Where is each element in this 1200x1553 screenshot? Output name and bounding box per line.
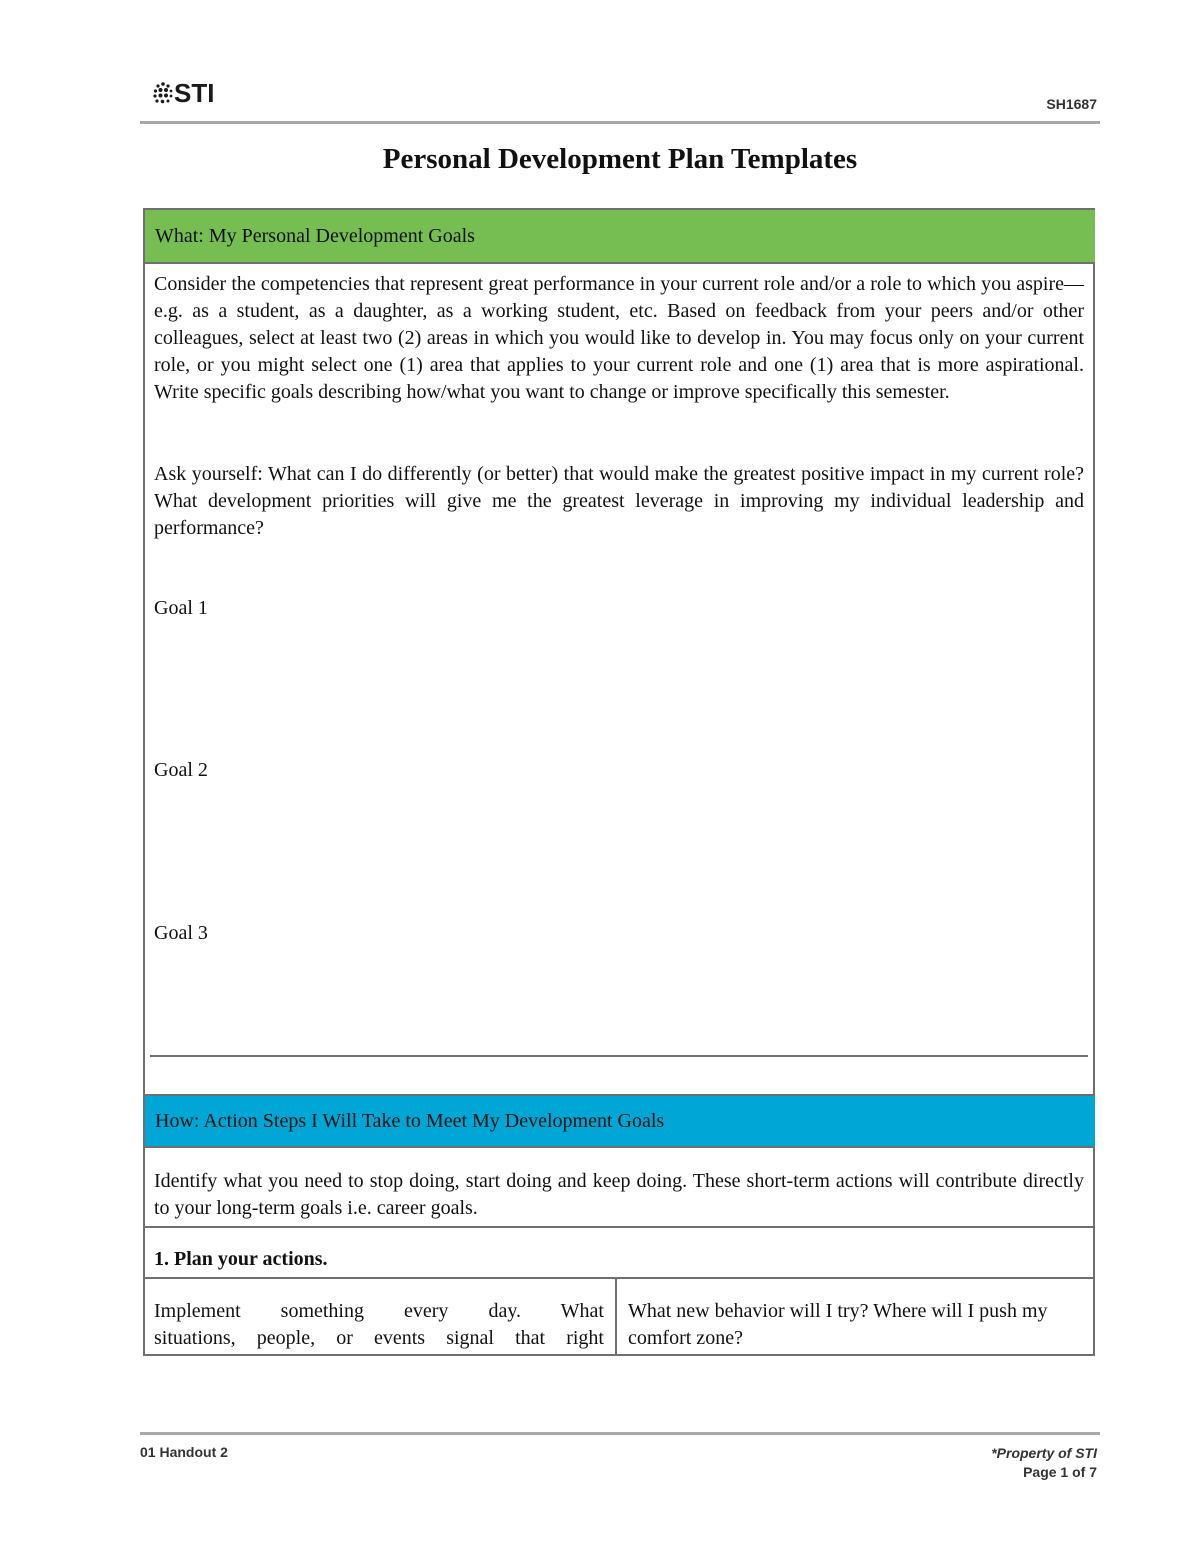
handout-label: 01 Handout 2	[140, 1444, 228, 1460]
sti-logo	[152, 80, 214, 106]
goals-divider	[150, 1055, 1088, 1057]
plan-actions-heading: 1. Plan your actions.	[154, 1248, 328, 1270]
plan-divider-top	[145, 1226, 1095, 1228]
cell-divider	[615, 1279, 617, 1356]
page-number: Page 1 of 7	[1023, 1464, 1097, 1480]
implement-cell-line-2: situations, people, or events signal that right	[154, 1327, 604, 1349]
ask-yourself-instructions: Ask yourself: What can I do differently (or better) that would make the greatest positive impact in my current role? What development priorities will give me the greatest leverage in improving my individual leadership and performance?	[154, 463, 1084, 539]
footer-right	[991, 1444, 1097, 1482]
action-steps-instructions: Identify what you need to stop doing, start doing and keep doing. These short-term actions will contribute directly to your long-term goals i.e. career goals.	[154, 1170, 1084, 1219]
competencies-instructions: Consider the competencies that represent great performance in your current role and/or a role to which you aspire—e.g. as a student, as a daughter, as a working student, etc. Based on feedback from your peers and/or other colleagues, select at least two (2) areas in which you would like to develop in. You may focus only on your current role, or you might select one (1) area that applies to your current role and one (1) area that is more aspirational. Write specific goals describing how/what you want to change or improve specifically this semester.	[154, 273, 1084, 403]
plan-divider-bottom	[145, 1277, 1095, 1279]
how-section-header	[145, 1094, 1095, 1148]
implement-cell-line-1: Implement something every day. What	[154, 1300, 604, 1322]
what-section-heading: What: My Personal Development Goals	[155, 224, 475, 247]
new-behavior-cell: What new behavior will I try? Where will I push my comfort zone?	[628, 1300, 1048, 1349]
how-section-heading: How: Action Steps I Will Take to Meet My Development Goals	[155, 1109, 665, 1132]
what-section-header	[145, 210, 1095, 264]
footer-divider	[140, 1432, 1100, 1435]
globe-icon	[152, 80, 174, 106]
document-code: SH1687	[1046, 96, 1097, 112]
page-title: Personal Development Plan Templates	[382, 143, 858, 175]
goal-1-label: Goal 1	[154, 597, 208, 619]
logo-text: STI	[174, 78, 215, 108]
header-divider	[140, 121, 1100, 124]
property-label: *Property of STI	[991, 1445, 1097, 1461]
implement-cell	[154, 1298, 604, 1352]
goal-2-label: Goal 2	[154, 759, 208, 781]
goal-3-label: Goal 3	[154, 922, 208, 944]
